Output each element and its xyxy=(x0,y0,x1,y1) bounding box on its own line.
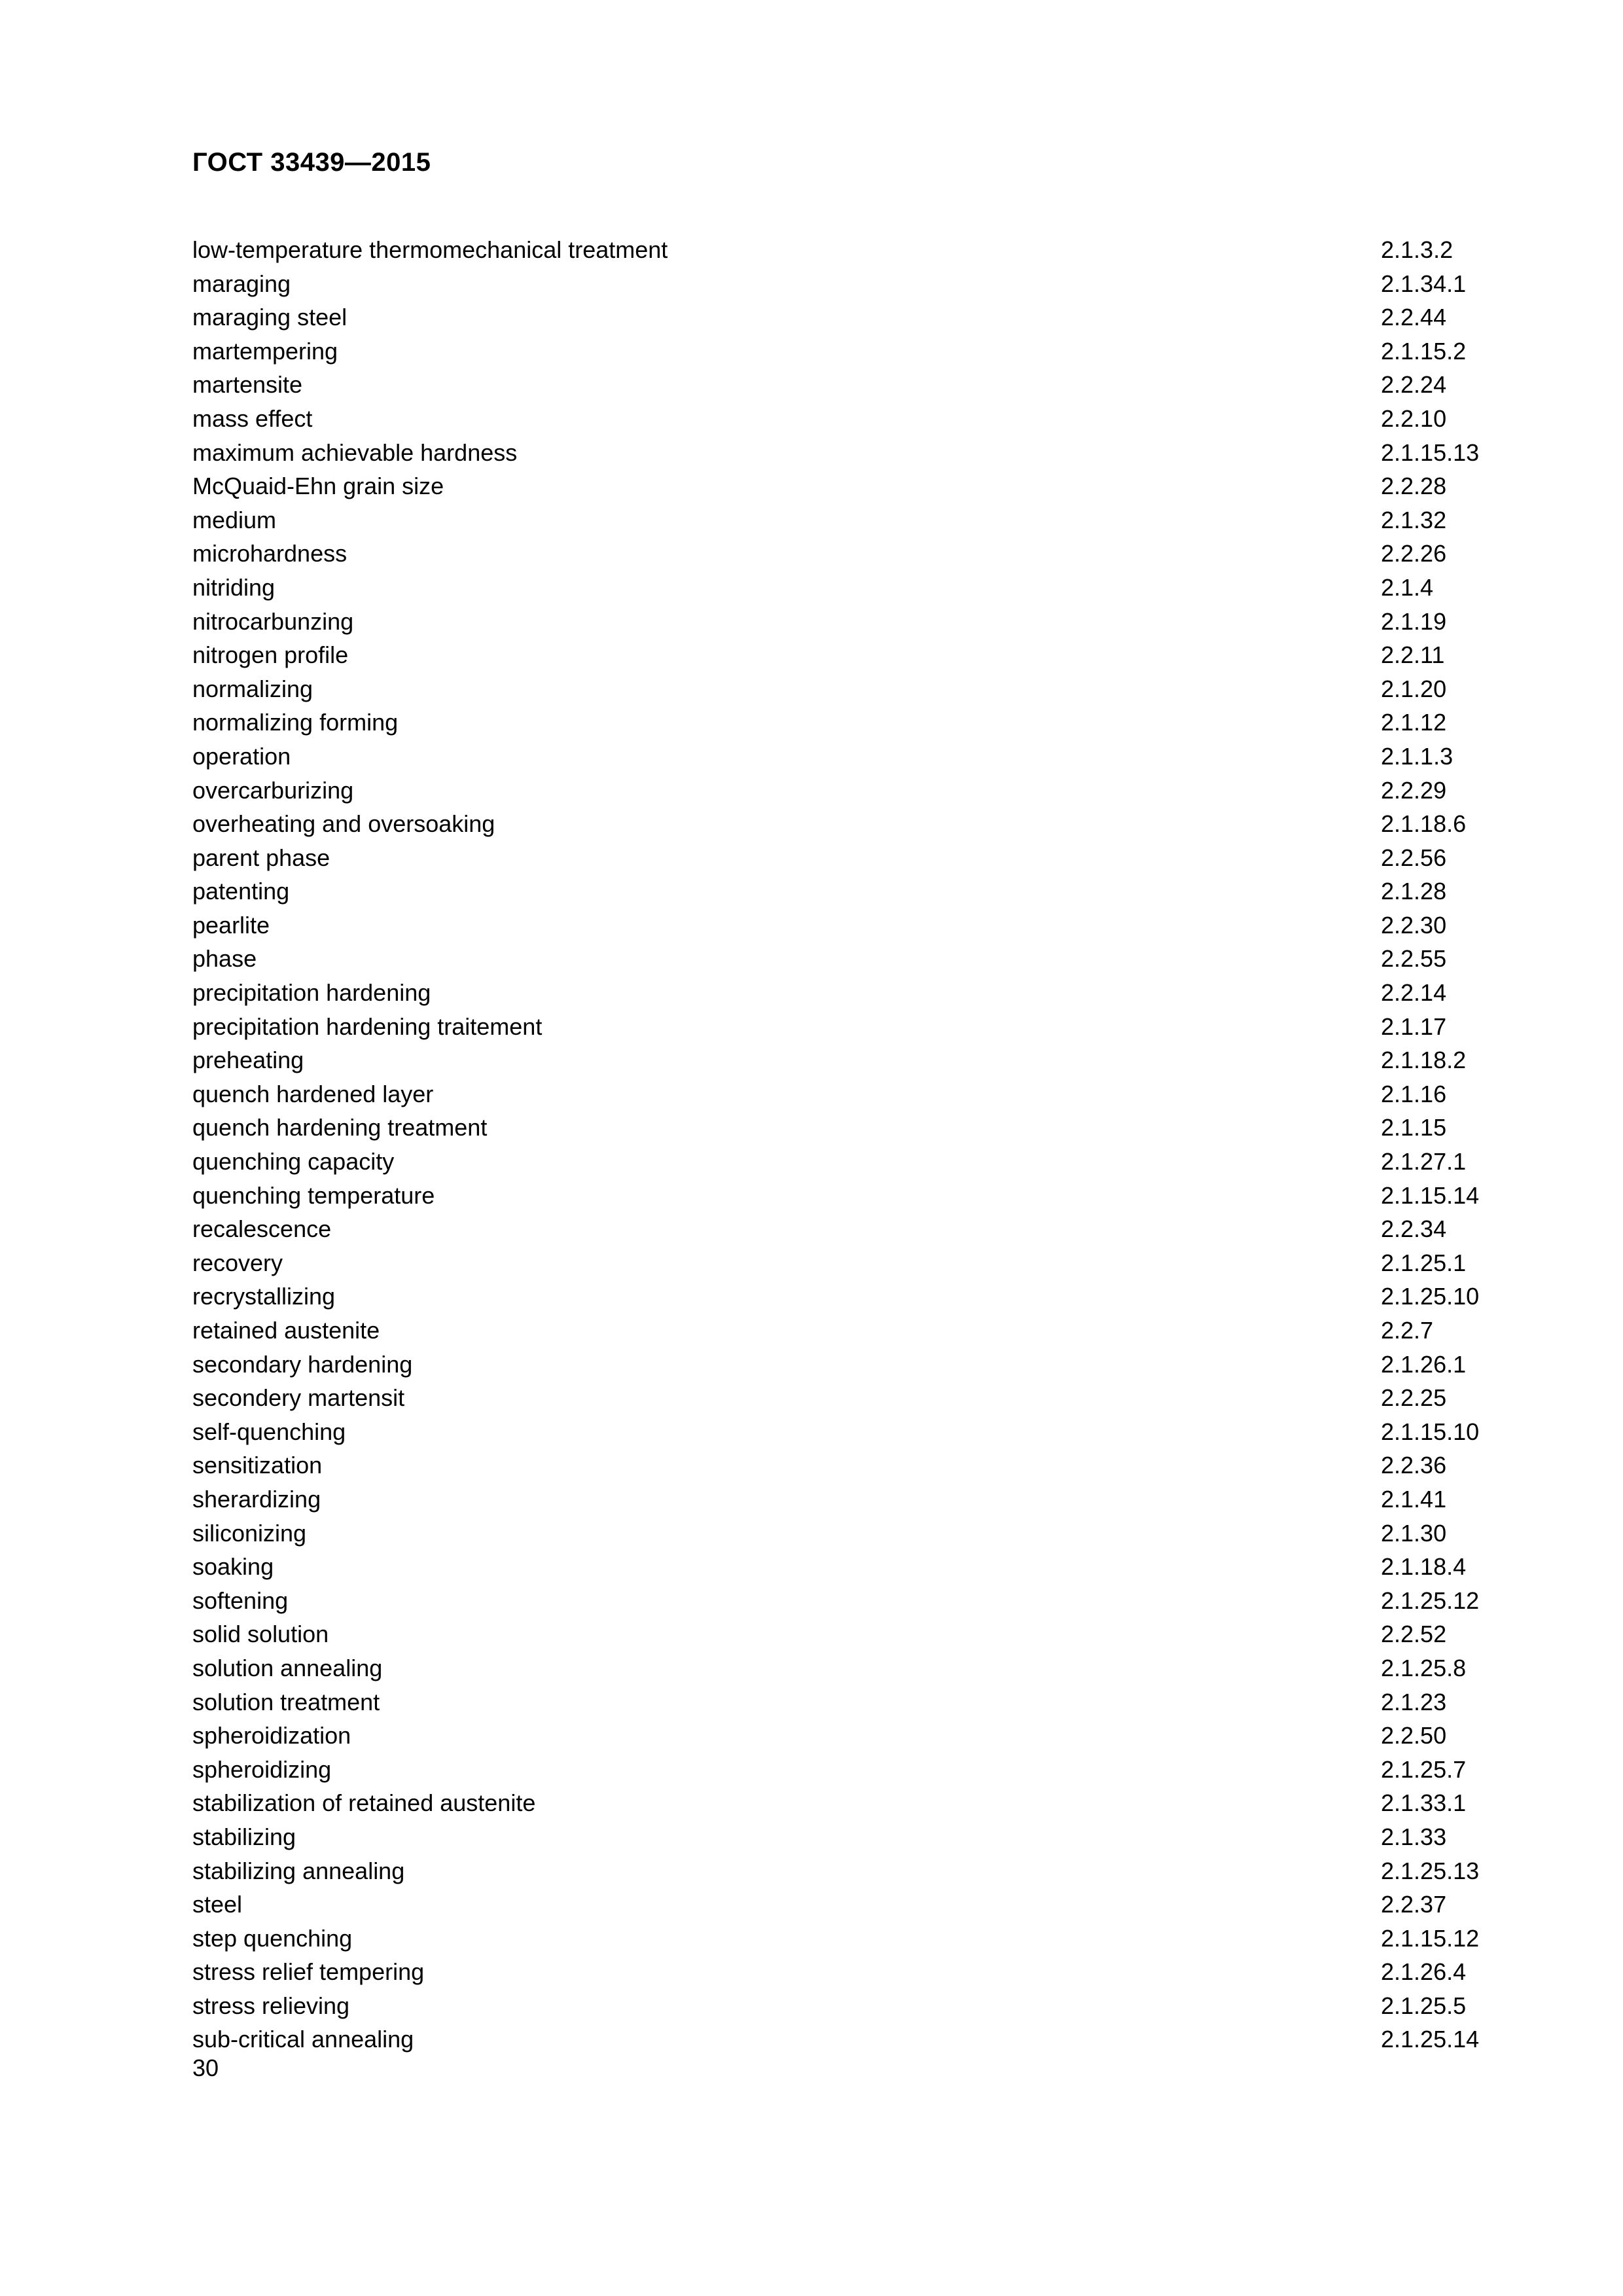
index-term: maximum achievable hardness xyxy=(192,439,518,466)
index-entry xyxy=(192,267,1495,301)
index-reference: 2.1.25.7 xyxy=(1381,1755,1467,1783)
index-term: precipitation hardening xyxy=(192,979,431,1007)
index-entry xyxy=(192,740,1495,774)
index-reference: 2.2.34 xyxy=(1381,1215,1447,1243)
index-term: nitrogen profile xyxy=(192,641,349,669)
index-reference: 2.1.34.1 xyxy=(1381,270,1467,297)
index-term: spheroidization xyxy=(192,1722,351,1749)
index-reference: 2.1.30 xyxy=(1381,1519,1447,1547)
index-term: softening xyxy=(192,1587,289,1614)
index-reference: 2.2.11 xyxy=(1381,641,1445,669)
index-term: stabilizing xyxy=(192,1823,296,1850)
index-entry xyxy=(192,334,1495,368)
index-term: overheating and oversoaking xyxy=(192,810,495,838)
index-term: patenting xyxy=(192,878,290,905)
index-term: martensite xyxy=(192,371,303,399)
index-term: martempering xyxy=(192,337,338,365)
index-term: maraging steel xyxy=(192,304,348,331)
index-term: mass effect xyxy=(192,404,313,432)
index-entry xyxy=(192,1584,1495,1618)
index-entry xyxy=(192,1888,1495,1922)
index-reference: 2.2.10 xyxy=(1381,404,1447,432)
index-entry xyxy=(192,1854,1495,1888)
index-entry xyxy=(192,672,1495,706)
index-reference: 2.1.3.2 xyxy=(1381,236,1454,263)
index-term: parent phase xyxy=(192,844,330,871)
index-reference: 2.2.30 xyxy=(1381,911,1447,939)
index-entry xyxy=(192,436,1495,470)
index-entry xyxy=(192,976,1495,1010)
index-reference: 2.2.36 xyxy=(1381,1452,1447,1479)
index-reference: 2.1.15.10 xyxy=(1381,1418,1480,1445)
index-term: pearlite xyxy=(192,911,270,939)
index-term: step quenching xyxy=(192,1924,353,1952)
index-entry xyxy=(192,571,1495,605)
index-entry xyxy=(192,1651,1495,1685)
index-entry xyxy=(192,1922,1495,1956)
index-entry xyxy=(192,807,1495,841)
index-entry xyxy=(192,1212,1495,1246)
index-entry xyxy=(192,874,1495,908)
index-entry xyxy=(192,1010,1495,1044)
index-term: quench hardened layer xyxy=(192,1080,434,1107)
index-reference: 2.1.41 xyxy=(1381,1485,1447,1513)
index-reference: 2.1.32 xyxy=(1381,506,1447,533)
index-term: self-quenching xyxy=(192,1418,346,1445)
index-term: preheating xyxy=(192,1047,304,1074)
index-term: solution annealing xyxy=(192,1654,383,1681)
index-entry xyxy=(192,1550,1495,1584)
index-reference: 2.1.25.14 xyxy=(1381,2026,1480,2053)
index-reference: 2.2.26 xyxy=(1381,540,1447,567)
index-reference: 2.2.28 xyxy=(1381,473,1447,500)
index-reference: 2.1.28 xyxy=(1381,878,1447,905)
index-entry xyxy=(192,1111,1495,1145)
index-term: stress relieving xyxy=(192,1992,350,2019)
index-reference: 2.2.44 xyxy=(1381,304,1447,331)
index-reference: 2.1.25.13 xyxy=(1381,1857,1480,1884)
index-term: quenching temperature xyxy=(192,1181,435,1209)
index-reference: 2.1.20 xyxy=(1381,675,1447,702)
index-reference: 2.2.7 xyxy=(1381,1317,1434,1344)
index-term: stabilization of retained austenite xyxy=(192,1789,536,1817)
index-reference: 2.1.15 xyxy=(1381,1114,1447,1141)
index-term: siliconizing xyxy=(192,1519,307,1547)
index-entry xyxy=(192,1280,1495,1314)
index-entry xyxy=(192,1314,1495,1348)
index-entry xyxy=(192,1381,1495,1415)
index-entry xyxy=(192,469,1495,503)
index-term: soaking xyxy=(192,1553,274,1581)
index-reference: 2.2.55 xyxy=(1381,945,1447,973)
index-entry xyxy=(192,1786,1495,1820)
index-entry xyxy=(192,368,1495,402)
index-reference: 2.1.15.13 xyxy=(1381,439,1480,466)
index-reference: 2.1.33 xyxy=(1381,1823,1447,1850)
index-reference: 2.1.15.14 xyxy=(1381,1181,1480,1209)
index-entry xyxy=(192,233,1495,267)
index-term: recovery xyxy=(192,1249,283,1276)
index-entry xyxy=(192,1145,1495,1179)
index-reference: 2.1.16 xyxy=(1381,1080,1447,1107)
index-reference: 2.1.25.8 xyxy=(1381,1654,1467,1681)
index-reference: 2.1.27.1 xyxy=(1381,1148,1467,1175)
index-entry xyxy=(192,1415,1495,1449)
index-reference: 2.1.17 xyxy=(1381,1013,1447,1040)
index-term: quench hardening treatment xyxy=(192,1114,488,1141)
index-entry xyxy=(192,1348,1495,1382)
index-entry xyxy=(192,1955,1495,1989)
index-entry xyxy=(192,503,1495,537)
index-entry xyxy=(192,1077,1495,1111)
index-term: operation xyxy=(192,742,291,770)
index-entry xyxy=(192,1448,1495,1482)
index-reference: 2.2.52 xyxy=(1381,1621,1447,1648)
index-term: maraging xyxy=(192,270,291,297)
term-index-list xyxy=(192,233,1495,2056)
index-reference: 2.1.15.2 xyxy=(1381,337,1467,365)
index-term: normalizing xyxy=(192,675,313,702)
index-reference: 2.1.26.1 xyxy=(1381,1350,1467,1378)
index-entry xyxy=(192,1516,1495,1551)
index-term: phase xyxy=(192,945,257,973)
index-reference: 2.1.18.6 xyxy=(1381,810,1467,838)
index-entry xyxy=(192,1246,1495,1280)
index-term: sherardizing xyxy=(192,1485,321,1513)
index-entry xyxy=(192,1617,1495,1651)
index-entry xyxy=(192,1989,1495,2023)
index-entry xyxy=(192,537,1495,571)
index-term: retained austenite xyxy=(192,1317,380,1344)
index-entry xyxy=(192,1685,1495,1719)
index-term: low-temperature thermomechanical treatment xyxy=(192,236,668,263)
index-term: nitrocarbunzing xyxy=(192,607,354,635)
index-term: recalescence xyxy=(192,1215,332,1243)
index-term: overcarburizing xyxy=(192,776,354,804)
index-reference: 2.1.4 xyxy=(1381,573,1434,601)
index-reference: 2.2.25 xyxy=(1381,1384,1447,1412)
index-entry xyxy=(192,1179,1495,1213)
index-term: spheroidizing xyxy=(192,1755,332,1783)
index-entry xyxy=(192,1820,1495,1854)
index-reference: 2.2.56 xyxy=(1381,844,1447,871)
index-entry xyxy=(192,1753,1495,1787)
index-term: precipitation hardening traitement xyxy=(192,1013,543,1040)
index-reference: 2.1.25.12 xyxy=(1381,1587,1480,1614)
index-entry xyxy=(192,1043,1495,1077)
index-reference: 2.2.50 xyxy=(1381,1722,1447,1749)
index-entry xyxy=(192,402,1495,436)
index-reference: 2.1.15.12 xyxy=(1381,1924,1480,1952)
index-reference: 2.1.25.5 xyxy=(1381,1992,1467,2019)
index-entry xyxy=(192,300,1495,334)
index-entry xyxy=(192,605,1495,639)
index-term: solution treatment xyxy=(192,1688,380,1715)
index-entry xyxy=(192,2022,1495,2056)
index-term: sub-critical annealing xyxy=(192,2026,414,2053)
index-term: stabilizing annealing xyxy=(192,1857,405,1884)
index-entry xyxy=(192,942,1495,976)
index-term: nitriding xyxy=(192,573,276,601)
document-header: ГОСТ 33439—2015 xyxy=(192,148,431,177)
index-term: sensitization xyxy=(192,1452,323,1479)
index-term: secondary hardening xyxy=(192,1350,413,1378)
index-term: solid solution xyxy=(192,1621,329,1648)
page-number: 30 xyxy=(192,2054,219,2081)
index-entry xyxy=(192,638,1495,672)
index-reference: 2.2.37 xyxy=(1381,1891,1447,1918)
index-term: stress relief tempering xyxy=(192,1958,425,1986)
index-term: quenching capacity xyxy=(192,1148,395,1175)
index-reference: 2.1.18.4 xyxy=(1381,1553,1467,1581)
index-reference: 2.1.18.2 xyxy=(1381,1047,1467,1074)
index-term: McQuaid-Ehn grain size xyxy=(192,473,444,500)
index-reference: 2.1.25.10 xyxy=(1381,1283,1480,1310)
index-term: medium xyxy=(192,506,277,533)
index-reference: 2.1.26.4 xyxy=(1381,1958,1467,1986)
index-entry xyxy=(192,1482,1495,1516)
index-entry xyxy=(192,706,1495,740)
index-reference: 2.1.19 xyxy=(1381,607,1447,635)
index-entry xyxy=(192,774,1495,808)
index-entry xyxy=(192,841,1495,875)
index-entry xyxy=(192,908,1495,942)
index-reference: 2.1.23 xyxy=(1381,1688,1447,1715)
index-term: steel xyxy=(192,1891,243,1918)
index-reference: 2.1.33.1 xyxy=(1381,1789,1467,1817)
index-term: recrystallizing xyxy=(192,1283,336,1310)
index-term: normalizing forming xyxy=(192,709,399,736)
index-entry xyxy=(192,1719,1495,1753)
index-reference: 2.1.1.3 xyxy=(1381,742,1454,770)
index-reference: 2.2.14 xyxy=(1381,979,1447,1007)
index-reference: 2.1.12 xyxy=(1381,709,1447,736)
index-reference: 2.1.25.1 xyxy=(1381,1249,1467,1276)
index-reference: 2.2.29 xyxy=(1381,776,1447,804)
index-term: secondery martensit xyxy=(192,1384,405,1412)
index-reference: 2.2.24 xyxy=(1381,371,1447,399)
index-term: microhardness xyxy=(192,540,348,567)
